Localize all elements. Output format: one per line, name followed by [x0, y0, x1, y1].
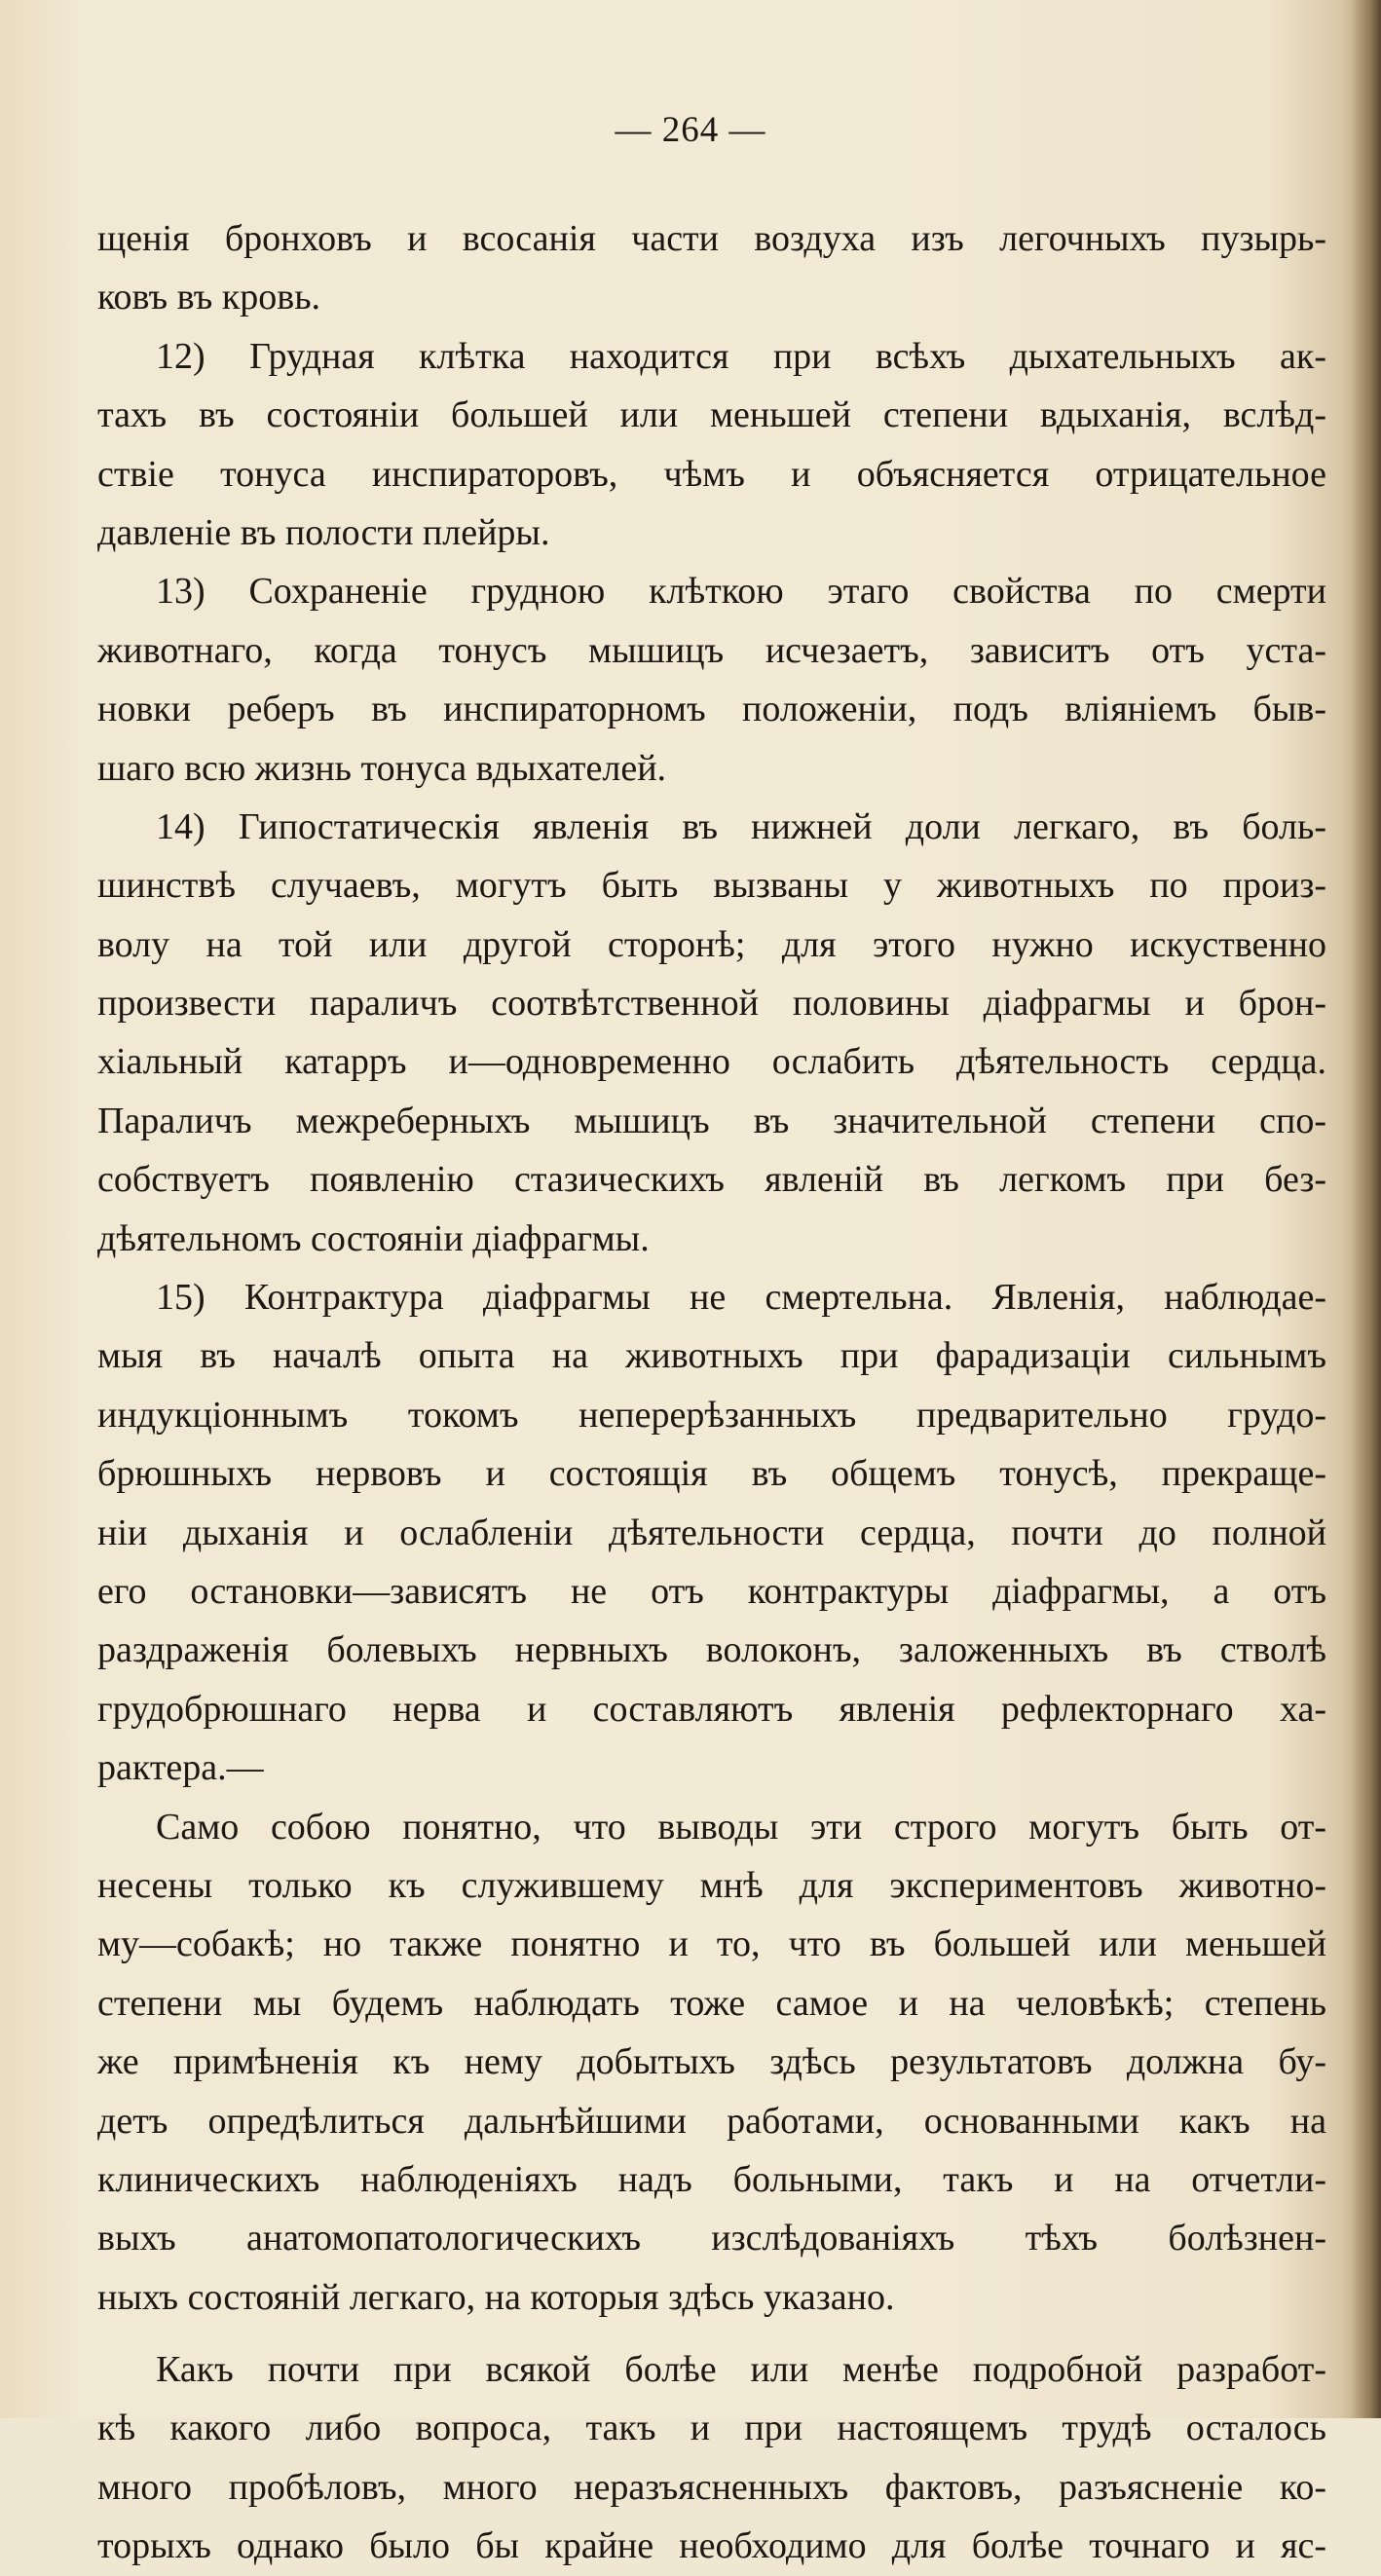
text-line: Какъ почти при всякой болѣе или менѣе подробной разработ-	[156, 2349, 1326, 2391]
text-line: дѣятельномъ состояніи діафрагмы.	[97, 1217, 650, 1259]
text-line: торыхъ однако было бы крайне необходимо для болѣе точнаго и яс-	[97, 2525, 1326, 2567]
text-line: рактера.—	[97, 1747, 264, 1789]
page-edge-shadow	[1352, 0, 1381, 2418]
text-line: степени мы будемъ наблюдать тоже самое и на человѣкѣ; степень	[97, 1982, 1326, 2024]
text-line: давленіе въ полости плейры.	[97, 511, 550, 553]
text-line: кѣ какого либо вопроса, такъ и при настоящемъ трудѣ осталось	[97, 2408, 1326, 2449]
text-line: шаго всю жизнь тонуса вдыхателей.	[97, 747, 667, 789]
text-line: шинствѣ случаевъ, могутъ быть вызваны у животныхъ по произ-	[97, 865, 1326, 907]
text-line: Само собою понятно, что выводы эти строго могутъ быть от-	[156, 1806, 1326, 1848]
text-line: му—собакѣ; но также понятно и то, что въ большей или меньшей	[97, 1923, 1326, 1965]
text-line: животнаго, когда тонусъ мышицъ исчезаетъ, зависитъ отъ уста-	[97, 629, 1326, 671]
text-line: 14) Гипостатическія явленія въ нижней доли легкаго, въ боль-	[156, 805, 1326, 847]
page-number: — 264 —	[615, 110, 766, 150]
text-line: Параличъ межреберныхъ мышицъ въ значительной степени спо-	[97, 1100, 1326, 1141]
text-line: щенія бронховъ и всосанія части воздуха изъ легочныхъ пузырь-	[97, 218, 1326, 259]
text-line: раздраженія болевыхъ нервныхъ волоконъ, заложенныхъ въ стволѣ	[97, 1629, 1326, 1671]
text-line: грудобрюшнаго нерва и составляютъ явленія рефлекторнаго ха-	[97, 1688, 1326, 1730]
text-line: 15) Контрактура діафрагмы не смертельна. Явленія, наблюдае-	[156, 1277, 1326, 1319]
text-line: брюшныхъ нервовъ и состоящія въ общемъ тонусѣ, прекраще-	[97, 1453, 1326, 1495]
text-line: тахъ въ состояніи большей или меньшей степени вдыханія, вслѣд-	[97, 394, 1326, 436]
text-line: собствуетъ появленію стазическихъ явленій въ легкомъ при без-	[97, 1159, 1326, 1201]
text-line: ствіе тонуса инспираторовъ, чѣмъ и объясняется отрицательное	[97, 453, 1326, 495]
text-line: много пробѣловъ, много неразъясненныхъ фактовъ, разъясненіе ко-	[97, 2466, 1326, 2508]
text-line: клиническихъ наблюденіяхъ надъ больными, такъ и на отчетли-	[97, 2158, 1326, 2200]
text-line: 13) Сохраненіе грудною клѣткою этаго свойства по смерти	[156, 571, 1326, 613]
text-line: 12) Грудная клѣтка находится при всѣхъ дыхательныхъ ак-	[156, 335, 1326, 377]
text-line: волу на той или другой сторонѣ; для этого нужно искуственно	[97, 923, 1326, 965]
text-line: индукціоннымъ токомъ неперерѣзанныхъ предварительно грудо-	[97, 1394, 1326, 1436]
text-line: его остановки—зависятъ не отъ контрактуры діафрагмы, а отъ	[97, 1570, 1326, 1612]
text-line: ныхъ состояній легкаго, на которыя здѣсь указано.	[97, 2276, 895, 2318]
text-line: новки реберъ въ инспираторномъ положеніи, подъ вліяніемъ быв-	[97, 689, 1326, 730]
text-line: выхъ анатомопатологическихъ изслѣдованіяхъ тѣхъ болѣзнен-	[97, 2218, 1326, 2259]
text-line: несены только къ служившему мнѣ для экспериментовъ животно-	[97, 1864, 1326, 1906]
text-line: хіальный катарръ и—одновременно ослабить дѣятельность сердца.	[97, 1041, 1326, 1083]
text-line: ковъ въ кровь.	[97, 277, 321, 318]
text-line: мыя въ началѣ опыта на животныхъ при фарадизаціи сильнымъ	[97, 1335, 1326, 1377]
text-line: ніи дыханія и ослабленіи дѣятельности сердца, почти до полной	[97, 1512, 1326, 1553]
text-line: детъ опредѣлиться дальнѣйшими работами, основанными какъ на	[97, 2100, 1326, 2142]
text-line: же примѣненія къ нему добытыхъ здѣсь результатовъ должна бу-	[97, 2041, 1326, 2083]
body-text	[97, 209, 1326, 2576]
text-line: произвести параличъ соотвѣтственной половины діафрагмы и брон-	[97, 983, 1326, 1025]
